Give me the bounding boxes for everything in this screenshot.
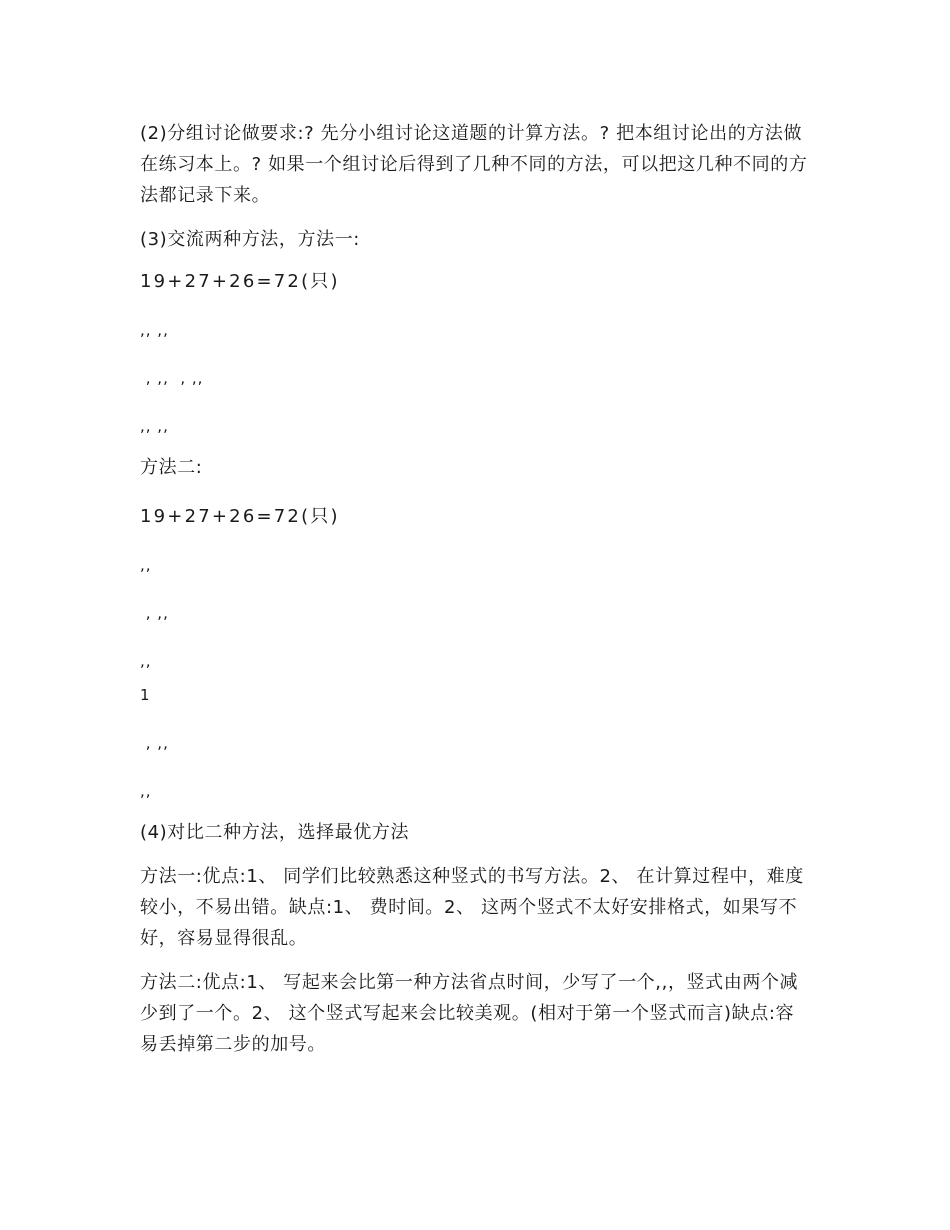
- vertical-calc-fragment-4: ,,: [140, 556, 152, 574]
- paragraph-method-two-evaluation: 方法二:优点:1、 写起来会比第一种方法省点时间，少写了一个,,，竖式由两个减少到了一个。2、 这个竖式写起来会比较美观。(相对于第一个竖式而言)缺点:容易丢掉第二步的加号。: [140, 972, 799, 1055]
- vertical-calc-fragment-8: ,,: [140, 782, 152, 800]
- document-body: [140, 118, 812, 1073]
- vertical-calc-fragment-2: , ,, , ,,: [140, 369, 204, 387]
- formula-method-one: 19+27+26=72(只): [140, 271, 340, 292]
- vertical-calc-fragment-7: , ,,: [140, 734, 169, 752]
- vertical-calc-fragment-6: ,,: [140, 652, 152, 670]
- paragraph-group-discussion: (2)分组讨论做要求:? 先分小组讨论这道题的计算方法。? 把本组讨论出的方法做在练习本上。? 如果一个组讨论后得到了几种不同的方法，可以把这几种不同的方法都记录下来。: [140, 123, 808, 206]
- heading-method-two: 方法二:: [140, 457, 203, 478]
- formula-method-two: 19+27+26=72(只): [140, 506, 340, 527]
- vertical-calc-fragment-5: , ,,: [140, 604, 169, 622]
- paragraph-exchange-methods: (3)交流两种方法，方法一:: [140, 229, 360, 250]
- paragraph-method-one-evaluation: 方法一:优点:1、 同学们比较熟悉这种竖式的书写方法。2、 在计算过程中，难度较小，不易出错。缺点:1、 费时间。2、 这两个竖式不太好安排格式，如果写不好，容易显得很乱。: [140, 866, 804, 949]
- vertical-calc-fragment-1: ,, ,,: [140, 321, 169, 339]
- vertical-calc-carry-digit: 1: [140, 686, 151, 704]
- vertical-calc-fragment-3: ,, ,,: [140, 417, 169, 435]
- paragraph-compare-methods: (4)对比二种方法，选择最优方法: [140, 822, 410, 843]
